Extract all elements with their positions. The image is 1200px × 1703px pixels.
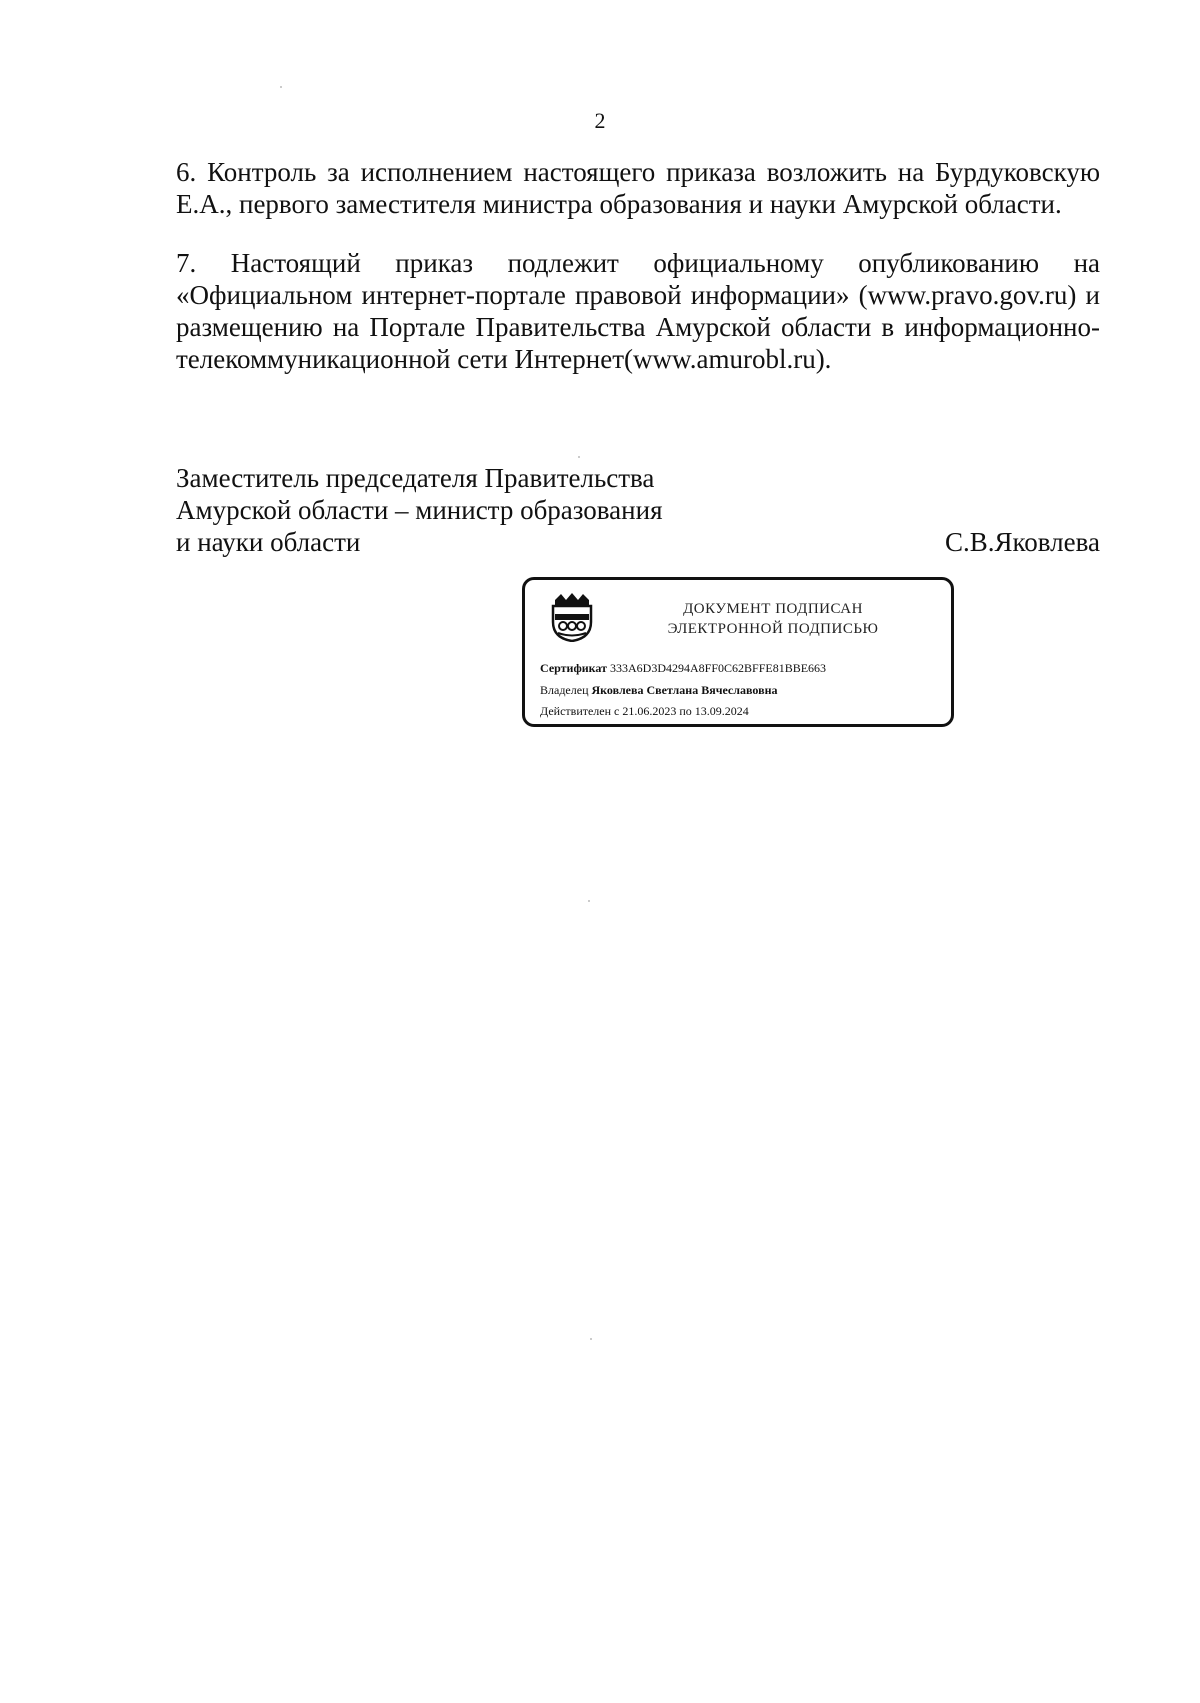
valid-to: 13.09.2024 — [694, 704, 749, 718]
owner-value: Яковлева Светлана Вячеславовна — [591, 683, 778, 697]
signer-name: С.В.Яковлева — [945, 527, 1100, 557]
stamp-title-line: ДОКУМЕНТ ПОДПИСАН — [683, 601, 863, 617]
scan-speck — [590, 1338, 592, 1340]
page-number: 2 — [594, 108, 606, 133]
paragraph-6-text: 6. Контроль за исполнением настоящего приказа возложить на Бурдуковскую Е.А., первого заместителя министра образования и науки Амурской области. — [176, 157, 1100, 219]
valid-label: Действителен с — [540, 704, 620, 718]
signatory-position — [176, 462, 663, 558]
position-line: Амурской области – министр образования — [176, 495, 663, 525]
certificate-line — [540, 660, 826, 676]
paragraph-7 — [176, 247, 1100, 375]
scan-speck — [588, 900, 590, 902]
position-line: и науки области — [176, 527, 361, 557]
electronic-signature-stamp — [522, 577, 954, 727]
valid-from: 21.06.2023 — [622, 704, 677, 718]
scan-speck — [578, 456, 580, 458]
validity-line — [540, 703, 749, 719]
owner-line — [540, 682, 778, 698]
amur-region-coat-of-arms-icon — [549, 592, 595, 642]
paragraph-6 — [176, 156, 1100, 220]
certificate-value: 333A6D3D4294A8FF0C62BFFE81BBE663 — [610, 661, 827, 675]
position-line: Заместитель председателя Правительства — [176, 463, 655, 493]
paragraph-7-text: 7. Настоящий приказ подлежит официальному опубликованию на «Официальном интернет-портале правовой информации» (www.pravo.gov.ru) и размещению на Портале Правительства Амурской области в информационно-телекоммуникационной сети Интернет(www.amurobl.ru). — [176, 248, 1100, 374]
certificate-label: Сертификат — [540, 661, 607, 675]
valid-to-label: по — [679, 704, 692, 718]
scan-speck — [280, 86, 282, 88]
stamp-title — [605, 599, 941, 639]
owner-label: Владелец — [540, 683, 589, 697]
stamp-title-line: ЭЛЕКТРОННОЙ ПОДПИСЬЮ — [667, 621, 879, 637]
